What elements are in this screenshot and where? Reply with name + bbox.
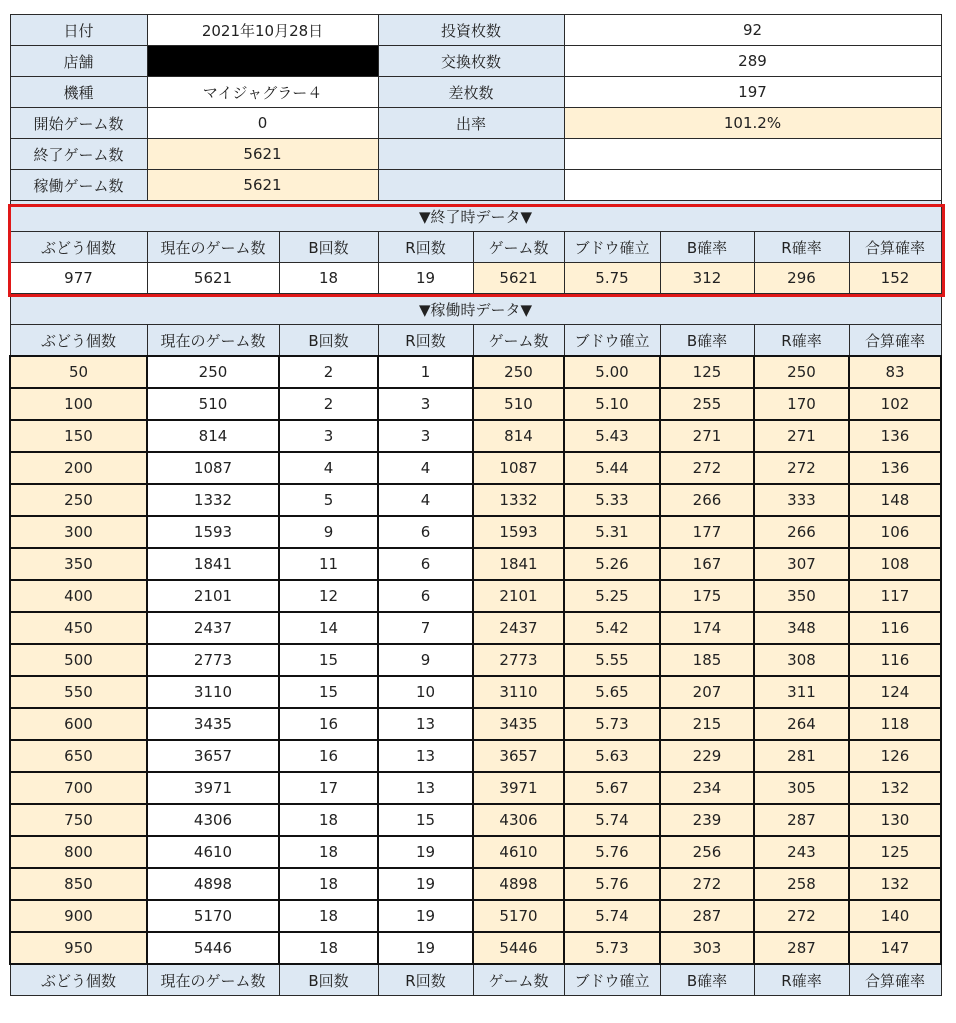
table-row	[10, 708, 941, 740]
data-cell: 750	[10, 804, 147, 836]
data-cell: 4898	[473, 868, 564, 900]
column-header: R確率	[754, 964, 849, 996]
data-cell: 850	[10, 868, 147, 900]
data-cell: 250	[754, 356, 849, 388]
data-cell: 4	[378, 484, 473, 516]
column-header: B回数	[279, 232, 378, 263]
column-header: 現在のゲーム数	[147, 232, 279, 263]
data-cell: 450	[10, 612, 147, 644]
data-cell: 229	[660, 740, 754, 772]
table-row	[10, 868, 941, 900]
data-cell: 15	[378, 804, 473, 836]
data-cell: 256	[660, 836, 754, 868]
data-cell: 140	[849, 900, 941, 932]
summary-value: 92	[564, 15, 941, 46]
data-cell: 124	[849, 676, 941, 708]
column-header: 現在のゲーム数	[147, 964, 279, 996]
data-cell: 287	[660, 900, 754, 932]
table-row	[10, 484, 941, 516]
column-header: B確率	[660, 232, 754, 263]
data-cell: 18	[279, 932, 378, 964]
data-cell: 977	[10, 263, 147, 294]
data-cell: 167	[660, 548, 754, 580]
table-row	[10, 580, 941, 612]
data-cell: 132	[849, 772, 941, 804]
data-cell: 117	[849, 580, 941, 612]
summary-row	[10, 77, 941, 108]
summary-value: マイジャグラー４	[147, 77, 378, 108]
data-cell: 15	[279, 644, 378, 676]
summary-row	[10, 15, 941, 46]
data-cell: 116	[849, 644, 941, 676]
data-cell: 5446	[147, 932, 279, 964]
data-cell: 1332	[147, 484, 279, 516]
data-cell: 1	[378, 356, 473, 388]
run-data-section	[10, 294, 941, 996]
data-cell: 5.73	[564, 932, 660, 964]
summary-label: 投資枚数	[378, 15, 564, 46]
data-cell: 3435	[147, 708, 279, 740]
column-header: R確率	[754, 325, 849, 357]
section-title-row	[10, 201, 941, 232]
data-cell: 900	[10, 900, 147, 932]
column-header: 現在のゲーム数	[147, 325, 279, 357]
data-cell: 9	[279, 516, 378, 548]
data-cell: 250	[147, 356, 279, 388]
data-cell: 1087	[147, 452, 279, 484]
summary-value: 2021年10月28日	[147, 15, 378, 46]
data-cell: 814	[147, 420, 279, 452]
data-cell: 100	[10, 388, 147, 420]
column-header: 合算確率	[849, 232, 941, 263]
data-cell: 14	[279, 612, 378, 644]
summary-row	[10, 139, 941, 170]
data-cell: 287	[754, 932, 849, 964]
data-cell: 312	[660, 263, 754, 294]
column-header: R回数	[378, 232, 473, 263]
data-cell: 2101	[473, 580, 564, 612]
data-cell: 19	[378, 263, 473, 294]
data-cell: 50	[10, 356, 147, 388]
data-cell: 170	[754, 388, 849, 420]
data-cell: 258	[754, 868, 849, 900]
data-cell: 296	[754, 263, 849, 294]
data-cell: 271	[660, 420, 754, 452]
data-cell: 3971	[473, 772, 564, 804]
data-cell: 207	[660, 676, 754, 708]
summary-section	[10, 15, 941, 201]
data-cell: 6	[378, 548, 473, 580]
column-header: ブドウ確立	[564, 325, 660, 357]
data-cell: 303	[660, 932, 754, 964]
summary-value: 289	[564, 46, 941, 77]
column-header: ぶどう個数	[10, 964, 147, 996]
data-cell: 5.75	[564, 263, 660, 294]
data-cell: 5.73	[564, 708, 660, 740]
data-cell: 305	[754, 772, 849, 804]
data-cell: 5.76	[564, 868, 660, 900]
section-title: ▼稼働時データ▼	[10, 294, 941, 325]
data-cell: 3	[378, 388, 473, 420]
data-cell: 18	[279, 263, 378, 294]
data-cell: 5.74	[564, 804, 660, 836]
table-row	[10, 836, 941, 868]
table-row	[10, 356, 941, 388]
data-cell: 5.63	[564, 740, 660, 772]
summary-row	[10, 108, 941, 139]
column-header: R確率	[754, 232, 849, 263]
table-row	[10, 932, 941, 964]
data-cell: 5621	[473, 263, 564, 294]
column-header: R回数	[378, 964, 473, 996]
data-cell: 148	[849, 484, 941, 516]
summary-row	[10, 46, 941, 77]
data-cell: 400	[10, 580, 147, 612]
data-cell: 18	[279, 836, 378, 868]
summary-label: 開始ゲーム数	[10, 108, 147, 139]
data-cell: 5.65	[564, 676, 660, 708]
data-cell: 4306	[147, 804, 279, 836]
data-cell: 234	[660, 772, 754, 804]
summary-label: 店舗	[10, 46, 147, 77]
data-cell: 239	[660, 804, 754, 836]
data-cell: 271	[754, 420, 849, 452]
column-header: ゲーム数	[473, 325, 564, 357]
data-cell: 5.00	[564, 356, 660, 388]
table-row	[10, 740, 941, 772]
column-header: ゲーム数	[473, 232, 564, 263]
column-header: 合算確率	[849, 325, 941, 357]
data-cell: 510	[147, 388, 279, 420]
data-cell: 136	[849, 420, 941, 452]
data-cell: 4	[378, 452, 473, 484]
data-cell: 18	[279, 868, 378, 900]
data-cell: 5.33	[564, 484, 660, 516]
data-cell: 5.55	[564, 644, 660, 676]
data-cell: 3110	[147, 676, 279, 708]
table-row	[10, 676, 941, 708]
data-cell: 1087	[473, 452, 564, 484]
data-cell: 185	[660, 644, 754, 676]
data-cell: 5170	[473, 900, 564, 932]
summary-label: 日付	[10, 15, 147, 46]
summary-label: 終了ゲーム数	[10, 139, 147, 170]
data-cell: 5.42	[564, 612, 660, 644]
data-cell: 17	[279, 772, 378, 804]
data-cell: 5.67	[564, 772, 660, 804]
table-row	[10, 516, 941, 548]
data-cell: 272	[754, 900, 849, 932]
data-cell: 1593	[473, 516, 564, 548]
column-header: B回数	[279, 964, 378, 996]
data-cell: 2	[279, 388, 378, 420]
data-cell: 13	[378, 772, 473, 804]
data-cell: 147	[849, 932, 941, 964]
data-cell: 4	[279, 452, 378, 484]
summary-value: 0	[147, 108, 378, 139]
summary-label	[378, 170, 564, 201]
data-cell: 19	[378, 900, 473, 932]
summary-value	[564, 139, 941, 170]
data-cell: 10	[378, 676, 473, 708]
data-cell: 5.25	[564, 580, 660, 612]
data-cell: 5.44	[564, 452, 660, 484]
data-cell: 307	[754, 548, 849, 580]
data-cell: 83	[849, 356, 941, 388]
data-cell: 3657	[473, 740, 564, 772]
table-row	[10, 420, 941, 452]
data-cell: 5446	[473, 932, 564, 964]
slot-data-table	[9, 14, 942, 996]
data-cell: 350	[10, 548, 147, 580]
data-cell: 5.26	[564, 548, 660, 580]
data-cell: 2773	[147, 644, 279, 676]
summary-value	[147, 46, 378, 77]
data-cell: 200	[10, 452, 147, 484]
data-cell: 2101	[147, 580, 279, 612]
data-cell: 5	[279, 484, 378, 516]
data-cell: 5170	[147, 900, 279, 932]
data-cell: 13	[378, 708, 473, 740]
table-row	[10, 644, 941, 676]
data-cell: 266	[660, 484, 754, 516]
column-header: B回数	[279, 325, 378, 357]
summary-label: 機種	[10, 77, 147, 108]
data-cell: 19	[378, 836, 473, 868]
data-cell: 700	[10, 772, 147, 804]
data-cell: 600	[10, 708, 147, 740]
data-cell: 102	[849, 388, 941, 420]
table-row	[10, 612, 941, 644]
data-cell: 19	[378, 868, 473, 900]
data-cell: 150	[10, 420, 147, 452]
data-cell: 3435	[473, 708, 564, 740]
data-cell: 9	[378, 644, 473, 676]
data-cell: 272	[660, 868, 754, 900]
data-cell: 255	[660, 388, 754, 420]
column-header-row	[10, 232, 941, 263]
data-cell: 15	[279, 676, 378, 708]
table-row	[10, 804, 941, 836]
data-cell: 2773	[473, 644, 564, 676]
data-cell: 177	[660, 516, 754, 548]
data-cell: 5.74	[564, 900, 660, 932]
data-cell: 215	[660, 708, 754, 740]
data-cell: 5621	[147, 263, 279, 294]
column-header: ぶどう個数	[10, 325, 147, 357]
data-cell: 6	[378, 516, 473, 548]
data-cell: 800	[10, 836, 147, 868]
data-cell: 136	[849, 452, 941, 484]
data-cell: 6	[378, 580, 473, 612]
data-cell: 950	[10, 932, 147, 964]
data-cell: 3110	[473, 676, 564, 708]
summary-value: 197	[564, 77, 941, 108]
data-cell: 500	[10, 644, 147, 676]
data-cell: 550	[10, 676, 147, 708]
end-data-section	[10, 201, 941, 294]
summary-value: 5621	[147, 170, 378, 201]
data-cell: 243	[754, 836, 849, 868]
summary-value: 5621	[147, 139, 378, 170]
data-cell: 510	[473, 388, 564, 420]
data-cell: 3	[279, 420, 378, 452]
data-cell: 152	[849, 263, 941, 294]
data-cell: 125	[660, 356, 754, 388]
data-cell: 175	[660, 580, 754, 612]
data-cell: 106	[849, 516, 941, 548]
section-title-row	[10, 294, 941, 325]
data-cell: 650	[10, 740, 147, 772]
data-cell: 11	[279, 548, 378, 580]
data-cell: 300	[10, 516, 147, 548]
data-cell: 5.10	[564, 388, 660, 420]
column-header: ブドウ確立	[564, 964, 660, 996]
column-header: 合算確率	[849, 964, 941, 996]
data-cell: 1841	[473, 548, 564, 580]
summary-value	[564, 170, 941, 201]
data-cell: 264	[754, 708, 849, 740]
data-cell: 250	[10, 484, 147, 516]
data-cell: 250	[473, 356, 564, 388]
summary-label: 出率	[378, 108, 564, 139]
summary-label: 差枚数	[378, 77, 564, 108]
data-cell: 7	[378, 612, 473, 644]
table-row	[10, 388, 941, 420]
end-data-row	[10, 263, 941, 294]
summary-value: 101.2%	[564, 108, 941, 139]
data-cell: 1841	[147, 548, 279, 580]
data-cell: 281	[754, 740, 849, 772]
data-cell: 18	[279, 804, 378, 836]
column-header: ブドウ確立	[564, 232, 660, 263]
table-row	[10, 452, 941, 484]
data-cell: 118	[849, 708, 941, 740]
data-cell: 2	[279, 356, 378, 388]
column-header-row	[10, 325, 941, 357]
data-cell: 5.31	[564, 516, 660, 548]
summary-label: 交換枚数	[378, 46, 564, 77]
column-header: ゲーム数	[473, 964, 564, 996]
data-cell: 16	[279, 708, 378, 740]
column-header: B確率	[660, 964, 754, 996]
summary-row	[10, 170, 941, 201]
data-cell: 12	[279, 580, 378, 612]
data-cell: 130	[849, 804, 941, 836]
data-cell: 1332	[473, 484, 564, 516]
column-header: ぶどう個数	[10, 232, 147, 263]
column-header: B確率	[660, 325, 754, 357]
summary-label	[378, 139, 564, 170]
data-cell: 308	[754, 644, 849, 676]
data-cell: 272	[660, 452, 754, 484]
data-cell: 108	[849, 548, 941, 580]
data-cell: 116	[849, 612, 941, 644]
data-cell: 126	[849, 740, 941, 772]
data-cell: 5.76	[564, 836, 660, 868]
data-cell: 4610	[473, 836, 564, 868]
data-cell: 3	[378, 420, 473, 452]
table-row	[10, 772, 941, 804]
data-cell: 16	[279, 740, 378, 772]
table-row	[10, 900, 941, 932]
data-cell: 348	[754, 612, 849, 644]
data-cell: 814	[473, 420, 564, 452]
data-cell: 2437	[473, 612, 564, 644]
data-cell: 132	[849, 868, 941, 900]
summary-label: 稼働ゲーム数	[10, 170, 147, 201]
data-cell: 3657	[147, 740, 279, 772]
data-cell: 272	[754, 452, 849, 484]
data-cell: 18	[279, 900, 378, 932]
table-row	[10, 548, 941, 580]
data-sheet	[9, 14, 942, 996]
data-cell: 4898	[147, 868, 279, 900]
data-cell: 4610	[147, 836, 279, 868]
data-cell: 350	[754, 580, 849, 612]
data-cell: 2437	[147, 612, 279, 644]
data-cell: 1593	[147, 516, 279, 548]
data-cell: 266	[754, 516, 849, 548]
column-header: R回数	[378, 325, 473, 357]
data-cell: 311	[754, 676, 849, 708]
data-cell: 287	[754, 804, 849, 836]
section-title: ▼終了時データ▼	[10, 201, 941, 232]
data-cell: 19	[378, 932, 473, 964]
data-cell: 13	[378, 740, 473, 772]
data-cell: 333	[754, 484, 849, 516]
data-cell: 125	[849, 836, 941, 868]
data-cell: 5.43	[564, 420, 660, 452]
data-cell: 3971	[147, 772, 279, 804]
data-cell: 4306	[473, 804, 564, 836]
column-header-row	[10, 964, 941, 996]
data-cell: 174	[660, 612, 754, 644]
